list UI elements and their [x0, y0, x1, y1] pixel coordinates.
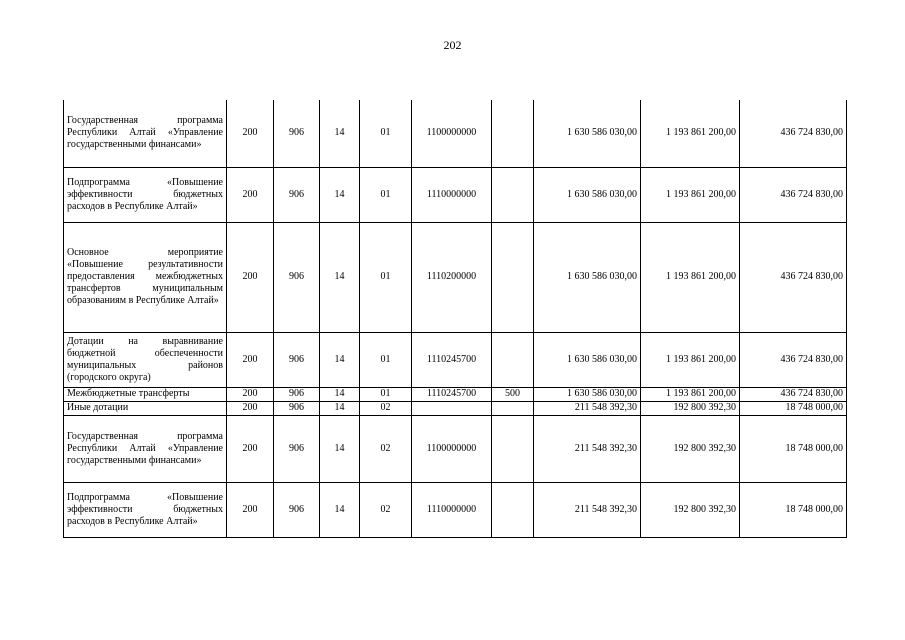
code-section: 14	[320, 415, 360, 482]
code-subsection: 01	[360, 167, 412, 222]
row-description: Подпрограмма «Повышение эффективности бюджетных расходов в Республике Алтай»	[64, 482, 227, 537]
code-target-article: 1110000000	[412, 167, 492, 222]
amount-1: 1 630 586 030,00	[534, 332, 641, 387]
amount-1: 211 548 392,30	[534, 482, 641, 537]
amount-2: 192 800 392,30	[641, 401, 740, 415]
table-row	[64, 100, 847, 167]
code-section: 14	[320, 222, 360, 332]
amount-3: 18 748 000,00	[740, 482, 847, 537]
code-column-2: 906	[274, 100, 320, 167]
table-row	[64, 401, 847, 415]
amount-1: 211 548 392,30	[534, 401, 641, 415]
code-target-article	[412, 401, 492, 415]
amount-3: 436 724 830,00	[740, 100, 847, 167]
amount-2: 1 193 861 200,00	[641, 387, 740, 401]
code-expense-type	[492, 482, 534, 537]
code-column-2: 906	[274, 482, 320, 537]
code-subsection: 02	[360, 401, 412, 415]
code-section: 14	[320, 482, 360, 537]
page-number: 202	[443, 38, 462, 52]
row-description: Основное мероприятие «Повышение результативности предоставления межбюджетных трансфертов муниципальным образованиям в Республике Алтай»	[64, 222, 227, 332]
code-subsection: 01	[360, 222, 412, 332]
table-row	[64, 167, 847, 222]
code-column-1: 200	[227, 387, 274, 401]
code-column-2: 906	[274, 415, 320, 482]
amount-1: 211 548 392,30	[534, 415, 641, 482]
amount-3: 436 724 830,00	[740, 167, 847, 222]
amount-3: 436 724 830,00	[740, 222, 847, 332]
code-expense-type	[492, 415, 534, 482]
code-subsection: 01	[360, 100, 412, 167]
code-expense-type	[492, 222, 534, 332]
amount-3: 436 724 830,00	[740, 332, 847, 387]
row-description: Межбюджетные трансферты	[64, 387, 227, 401]
code-target-article: 1110245700	[412, 387, 492, 401]
table-row	[64, 332, 847, 387]
amount-3: 436 724 830,00	[740, 387, 847, 401]
code-column-1: 200	[227, 100, 274, 167]
code-subsection: 01	[360, 387, 412, 401]
row-description: Подпрограмма «Повышение эффективности бюджетных расходов в Республике Алтай»	[64, 167, 227, 222]
code-section: 14	[320, 167, 360, 222]
code-target-article: 1100000000	[412, 100, 492, 167]
code-target-article: 1110200000	[412, 222, 492, 332]
row-description: Государственная программа Республики Алтай «Управление государственными финансами»	[64, 415, 227, 482]
amount-1: 1 630 586 030,00	[534, 167, 641, 222]
table-row	[64, 415, 847, 482]
amount-3: 18 748 000,00	[740, 401, 847, 415]
code-target-article: 1110000000	[412, 482, 492, 537]
code-section: 14	[320, 100, 360, 167]
amount-1: 1 630 586 030,00	[534, 222, 641, 332]
row-description: Иные дотации	[64, 401, 227, 415]
code-column-1: 200	[227, 415, 274, 482]
code-column-1: 200	[227, 222, 274, 332]
amount-2: 192 800 392,30	[641, 415, 740, 482]
code-subsection: 02	[360, 482, 412, 537]
code-column-2: 906	[274, 387, 320, 401]
code-column-2: 906	[274, 401, 320, 415]
code-section: 14	[320, 387, 360, 401]
amount-2: 1 193 861 200,00	[641, 100, 740, 167]
code-section: 14	[320, 332, 360, 387]
code-expense-type	[492, 401, 534, 415]
amount-1: 1 630 586 030,00	[534, 100, 641, 167]
code-section: 14	[320, 401, 360, 415]
code-expense-type: 500	[492, 387, 534, 401]
row-description: Дотации на выравнивание бюджетной обеспеченности муниципальных районов (городского округа)	[64, 332, 227, 387]
amount-2: 1 193 861 200,00	[641, 332, 740, 387]
code-target-article: 1110245700	[412, 332, 492, 387]
amount-2: 1 193 861 200,00	[641, 167, 740, 222]
code-column-1: 200	[227, 167, 274, 222]
code-subsection: 02	[360, 415, 412, 482]
row-description: Государственная программа Республики Алтай «Управление государственными финансами»	[64, 100, 227, 167]
amount-1: 1 630 586 030,00	[534, 387, 641, 401]
code-column-1: 200	[227, 332, 274, 387]
code-column-1: 200	[227, 401, 274, 415]
amount-3: 18 748 000,00	[740, 415, 847, 482]
table-row	[64, 482, 847, 537]
code-column-2: 906	[274, 222, 320, 332]
amount-2: 1 193 861 200,00	[641, 222, 740, 332]
amount-2: 192 800 392,30	[641, 482, 740, 537]
table-row	[64, 387, 847, 401]
table-row	[64, 222, 847, 332]
code-target-article: 1100000000	[412, 415, 492, 482]
code-subsection: 01	[360, 332, 412, 387]
budget-table	[63, 100, 847, 538]
code-column-2: 906	[274, 167, 320, 222]
code-column-1: 200	[227, 482, 274, 537]
code-expense-type	[492, 332, 534, 387]
code-expense-type	[492, 100, 534, 167]
code-expense-type	[492, 167, 534, 222]
code-column-2: 906	[274, 332, 320, 387]
